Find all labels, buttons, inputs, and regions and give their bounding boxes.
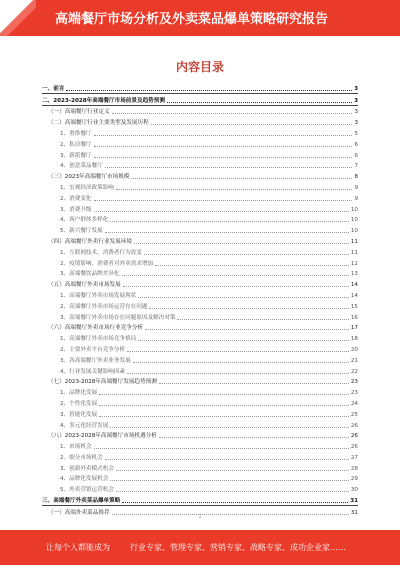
toc-entry-page: 30 [350, 487, 358, 494]
toc-entry-page: 17 [350, 325, 358, 332]
toc-entry-title: 2、疫情影响，消费者对外卖需求增加 [60, 260, 154, 267]
toc-entry-title: 3、消费升级 [60, 206, 92, 213]
toc-entry[interactable] [42, 483, 358, 494]
toc-entry-title: （一）高端外卖菜品推荐 [48, 509, 110, 516]
toc-entry[interactable] [42, 322, 358, 333]
toc-dot-leader [105, 231, 349, 233]
toc-entry[interactable] [42, 419, 358, 430]
toc-entry[interactable] [42, 203, 358, 214]
toc-dot-leader [122, 274, 349, 276]
toc-entry-title: （六）高端餐厅外卖市场行业竞争分析 [48, 325, 144, 332]
toc-entry-title: 1、奢侈餐厅 [60, 130, 92, 137]
toc-entry[interactable] [42, 235, 358, 246]
toc-entry[interactable] [42, 354, 358, 365]
footer-roles: 行业专家、管理专家、营销专家、战略专家、成功企业家…… [130, 543, 346, 552]
toc-entry-page: 3 [354, 109, 358, 116]
toc-entry-title: 5、新兴餐厅发展 [60, 228, 103, 235]
toc-entry-title: 1、市场机会 [60, 444, 92, 451]
toc-entry-title: 4、多元化经营发展 [60, 422, 109, 429]
toc-entry-title: 4、行业发展关键影响因素 [60, 368, 126, 375]
toc-dot-leader [167, 101, 352, 103]
toc-entry[interactable] [42, 192, 358, 203]
toc-entry-page: 26 [350, 444, 358, 451]
toc-dot-leader [66, 89, 352, 91]
toc-entry-page: 6 [354, 152, 358, 159]
toc-entry[interactable] [42, 365, 358, 376]
toc-entry-page: 29 [350, 476, 358, 483]
toc-entry-title: 3、新派餐厅 [60, 152, 92, 159]
toc-entry[interactable] [42, 451, 358, 462]
toc-entry-title: 1、互联网技术，消费者行为改变 [60, 249, 142, 256]
footer-banner [0, 530, 400, 565]
toc-entry-page: 14 [350, 282, 358, 289]
toc-entry-title: 2、高端餐厅外卖市场运营存在问题 [60, 303, 148, 310]
toc-entry-page: 9 [354, 195, 358, 202]
toc-entry-page: 24 [350, 400, 358, 407]
toc-entry[interactable] [42, 462, 358, 473]
toc-dot-leader [127, 372, 349, 374]
toc-entry-page: 3 [354, 120, 358, 127]
toc-dot-leader [94, 145, 353, 147]
toc-entry-title: 1、宏观经济政策影响 [60, 184, 114, 191]
toc-entry[interactable] [42, 408, 358, 419]
toc-dot-leader [122, 501, 348, 503]
toc-entry-page: 26 [350, 433, 358, 440]
toc-entry-page: 10 [350, 217, 358, 224]
toc-entry[interactable] [42, 224, 358, 235]
toc-heading: 内容目录 [175, 60, 224, 74]
toc-entry-page: 23 [350, 379, 358, 386]
toc-entry-page: 23 [350, 390, 358, 397]
toc-dot-leader [133, 361, 349, 363]
toc-entry[interactable] [42, 343, 358, 354]
toc-dot-leader [149, 307, 348, 309]
toc-dot-leader [116, 188, 353, 190]
toc-dot-leader [155, 264, 349, 266]
toc-dot-leader [94, 134, 353, 136]
toc-entry-title: （七）2023-2028年高端餐厅发展趋势预测 [48, 379, 157, 386]
toc-dot-leader [116, 469, 349, 471]
toc-dot-leader [177, 318, 348, 320]
toc-entry-title: 2、消费变化 [60, 195, 92, 202]
toc-entry-page: 31 [350, 509, 358, 516]
toc-dot-leader [131, 177, 352, 179]
toc-entry-page: 7 [354, 163, 358, 170]
toc-entry-title: 2、个性化发展 [60, 400, 98, 407]
toc-entry-page: 26 [350, 422, 358, 429]
toc-dot-leader [105, 458, 349, 460]
toc-entry-title: 3、高端餐厅外卖市场存在问题原因及解决对策 [60, 314, 176, 321]
toc-entry-title: 3、智能化发展 [60, 411, 98, 418]
toc-entry-page: 10 [350, 206, 358, 213]
toc-entry-title: （四）高端餐厅外卖行业发展环境 [48, 238, 132, 245]
toc-entry-page: 22 [350, 368, 358, 375]
toc-dot-leader [94, 210, 349, 212]
toc-dot-leader [159, 382, 349, 384]
toc-entry-title: 4、品牌化发展机会 [60, 476, 109, 483]
toc-entry-page: 3 [354, 85, 358, 92]
toc-entry[interactable] [42, 214, 358, 225]
toc-entry-title: 2、细分市场机会 [60, 454, 103, 461]
toc-entry-page: 31 [350, 498, 358, 505]
toc-entry[interactable] [42, 170, 358, 181]
toc-dot-leader [138, 296, 349, 298]
toc-dot-leader [151, 123, 353, 125]
toc-entry-title: 2、私房餐厅 [60, 141, 92, 148]
toc-entry-page: 10 [350, 228, 358, 235]
toc-dot-leader [138, 339, 349, 341]
toc-entry-page: 20 [350, 346, 358, 353]
toc-entry-page: 16 [350, 314, 358, 321]
toc-dot-leader [110, 479, 349, 481]
toc-entry-page: 12 [350, 260, 358, 267]
toc-dot-leader [110, 426, 349, 428]
toc-entry-title: 1、高端餐厅外卖市场竞争格局 [60, 336, 137, 343]
toc-entry-title: 4、创意菜品餐厅 [60, 163, 103, 170]
toc-entry[interactable] [42, 430, 358, 441]
toc-entry-title: 三、高端餐厅外卖菜品爆单策略 [42, 498, 121, 505]
toc-entry-page: 27 [350, 454, 358, 461]
toc-entry[interactable] [42, 300, 358, 311]
toc-entry[interactable] [42, 332, 358, 343]
toc-entry-page: 11 [350, 249, 358, 256]
toc-entry[interactable] [42, 106, 358, 117]
toc-entry[interactable] [42, 181, 358, 192]
toc-entry-title: （八）2023-2028年高端餐厅市场机遇分析 [48, 433, 157, 440]
toc-dot-leader [99, 393, 349, 395]
toc-entry[interactable] [42, 116, 358, 127]
toc-dot-leader [127, 350, 349, 352]
toc-entry-page: 21 [350, 357, 358, 364]
toc-entry[interactable] [42, 440, 358, 451]
toc-entry[interactable] [42, 473, 358, 484]
toc-entry[interactable] [42, 494, 358, 506]
toc-entry[interactable] [42, 386, 358, 397]
toc-entry[interactable] [42, 138, 358, 149]
toc-entry-title: 1、高端餐厅外卖市场发展现状 [60, 292, 137, 299]
toc-entry-title: 4、客户群体多样化 [60, 217, 109, 224]
toc-entry[interactable] [42, 160, 358, 171]
toc-entry-title: 3、各高端餐厅外卖业务发展 [60, 357, 131, 364]
toc-entry-title: （二）高端餐厅行业主要类型及发展历程 [48, 120, 149, 127]
toc-entry-page: 6 [354, 141, 358, 148]
toc-dot-leader [94, 447, 349, 449]
toc-dot-leader [99, 415, 349, 417]
toc-entry[interactable] [42, 94, 358, 106]
toc-entry[interactable] [42, 376, 358, 387]
toc-dot-leader [145, 328, 349, 330]
toc-entry-title: （一）高端餐厅行业定义 [48, 109, 110, 116]
toc-dot-leader [112, 112, 353, 114]
toc-entry-page: 15 [350, 303, 358, 310]
toc-entry[interactable] [42, 289, 358, 300]
toc-entry[interactable] [42, 397, 358, 408]
toc-entry-title: （三）2023年高端餐厅市场规模 [48, 174, 130, 181]
toc-entry-page: 13 [350, 271, 358, 278]
table-of-contents [42, 82, 358, 517]
toc-entry-page: 11 [350, 238, 358, 245]
toc-entry-page: 28 [350, 465, 358, 472]
toc-dot-leader [123, 285, 349, 287]
toc-entry-title: （五）高端餐厅外卖市场发展 [48, 282, 121, 289]
toc-entry[interactable] [42, 268, 358, 279]
toc-entry-page: 18 [350, 336, 358, 343]
toc-dot-leader [116, 490, 349, 492]
toc-entry[interactable] [42, 246, 358, 257]
toc-entry-page: 5 [354, 130, 358, 137]
toc-dot-leader [94, 156, 353, 158]
toc-entry[interactable] [42, 278, 358, 289]
toc-entry-title: 5、外卖营销运营机会 [60, 487, 114, 494]
toc-dot-leader [94, 199, 353, 201]
toc-dot-leader [159, 436, 349, 438]
toc-entry-title: 3、高端餐饮品牌差异化 [60, 271, 120, 278]
toc-entry-title: 一、前言 [42, 85, 65, 92]
toc-entry-page: 3 [354, 97, 358, 104]
header-banner [0, 0, 400, 36]
toc-dot-leader [134, 242, 349, 244]
toc-dot-leader [110, 220, 349, 222]
toc-entry[interactable] [42, 149, 358, 160]
toc-dot-leader [105, 166, 353, 168]
toc-dot-leader [144, 253, 349, 255]
banner-decoration [0, 0, 36, 36]
toc-entry[interactable] [42, 82, 358, 94]
toc-dot-leader [99, 404, 349, 406]
toc-entry-title: 1、品牌化发展 [60, 390, 98, 397]
toc-entry[interactable] [42, 257, 358, 268]
toc-entry-page: 9 [354, 184, 358, 191]
toc-entry[interactable] [42, 311, 358, 322]
toc-entry-title: 二、2023-2028年高端餐厅市场前景及趋势预测 [42, 97, 165, 104]
toc-entry-title: 2、主要外卖平台竞争分析 [60, 346, 126, 353]
toc-entry[interactable] [42, 127, 358, 138]
report-title: 高端餐厅市场分析及外卖菜品爆单策略研究报告 [55, 12, 329, 27]
toc-entry-page: 8 [354, 174, 358, 181]
footer-slogan: 让每个人都能成为 [46, 543, 110, 552]
toc-entry-page: 25 [350, 411, 358, 418]
toc-entry-page: 14 [350, 292, 358, 299]
toc-entry-title: 3、创新外卖模式机会 [60, 465, 114, 472]
page-number: 1 [198, 514, 202, 520]
